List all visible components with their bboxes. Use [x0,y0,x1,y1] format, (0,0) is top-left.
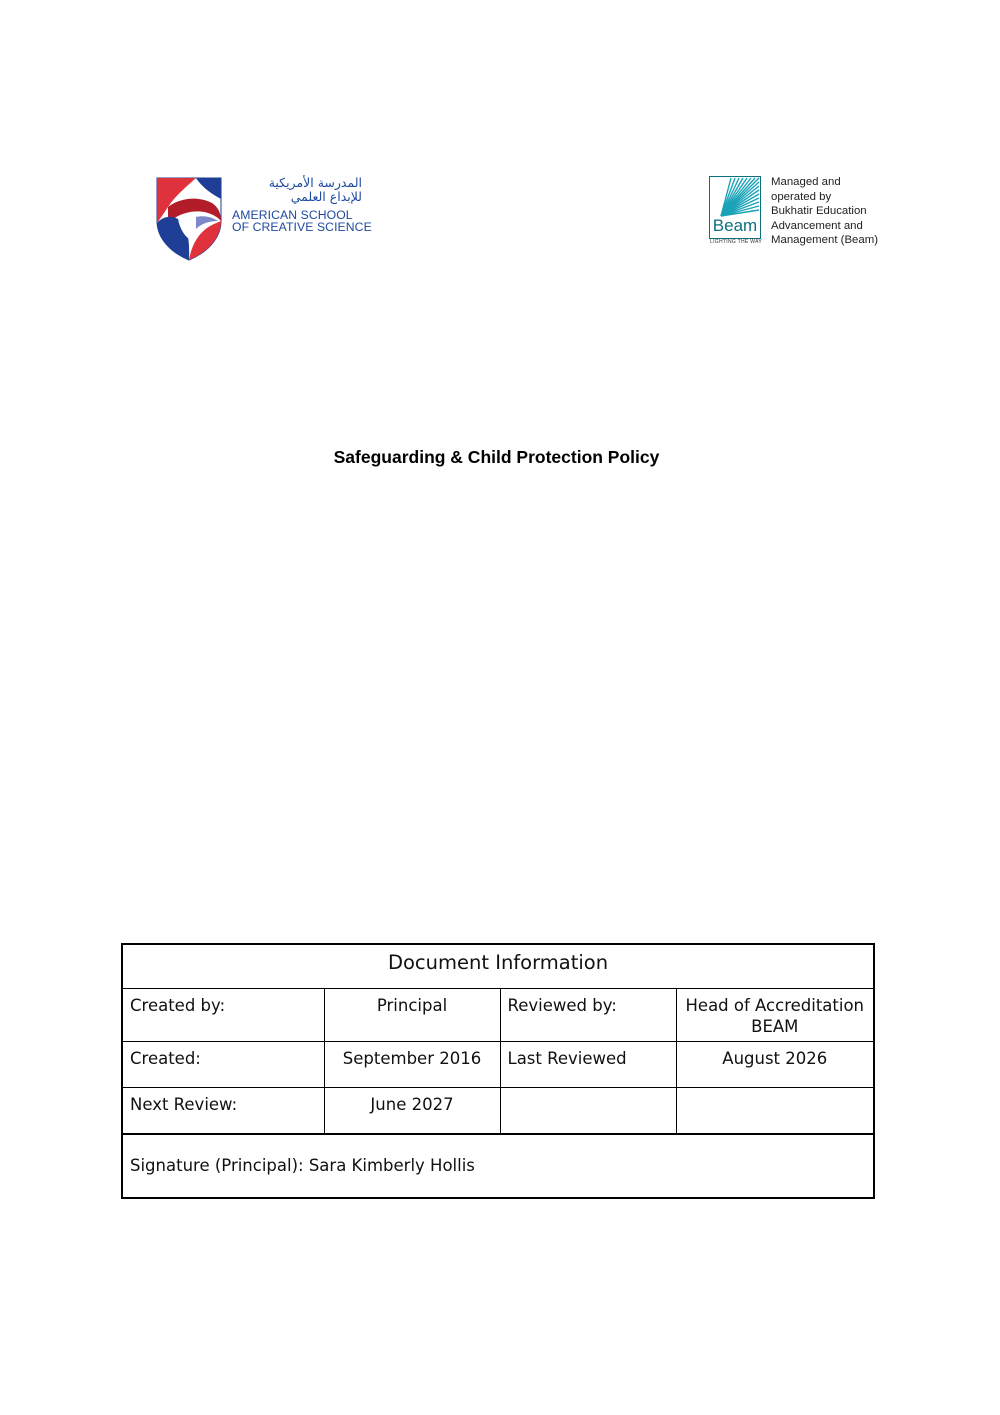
table-cell-label: Created by: [122,989,324,1042]
table-cell-label: Reviewed by: [500,989,676,1042]
table-row [122,1088,874,1135]
school-shield-icon [156,177,222,261]
school-name-line-2: OF CREATIVE SCIENCE [232,220,372,234]
table-heading: Document Information [122,944,874,989]
table-row [122,989,874,1042]
beam-wordmark: Beam [712,216,758,235]
table-cell-value: August 2026 [676,1042,874,1088]
beam-text-line: Managed and [771,176,841,188]
table-header-row [122,944,874,989]
document-info-table [121,943,875,1199]
beam-logo [709,175,899,251]
table-cell-value: Head of Accreditation BEAM [676,989,874,1042]
table-cell-label: Created: [122,1042,324,1088]
school-arabic-name [230,176,362,204]
beam-text-line: operated by [771,190,832,203]
signature-cell: Signature (Principal): Sara Kimberly Hollis [122,1134,874,1198]
beam-text-line: Management (Beam) [771,234,878,246]
table-cell-label [500,1088,676,1135]
school-arabic-line-2: للإبداع العلمي [290,189,362,204]
school-logo [156,175,372,262]
signature-row [122,1134,874,1198]
table-cell-value [676,1088,874,1135]
table-row [122,1042,874,1088]
beam-text-line: Advancement and [771,219,863,232]
table-cell-label: Next Review: [122,1088,324,1135]
beam-tagline: LIGHTING THE WAY [710,239,762,245]
school-name [232,209,372,233]
beam-text-line: Bukhatir Education [771,205,867,217]
school-arabic-line-1: المدرسة الأمريكية [268,175,362,190]
table-cell-value: Principal [324,989,500,1042]
table-cell-value: June 2027 [324,1088,500,1135]
table-cell-value: September 2016 [324,1042,500,1088]
beam-managed-by-text [771,175,901,248]
document-title: Safeguarding & Child Protection Policy [333,447,660,467]
table-cell-label: Last Reviewed [500,1042,676,1088]
school-name-line-1: AMERICAN SCHOOL [232,208,353,222]
